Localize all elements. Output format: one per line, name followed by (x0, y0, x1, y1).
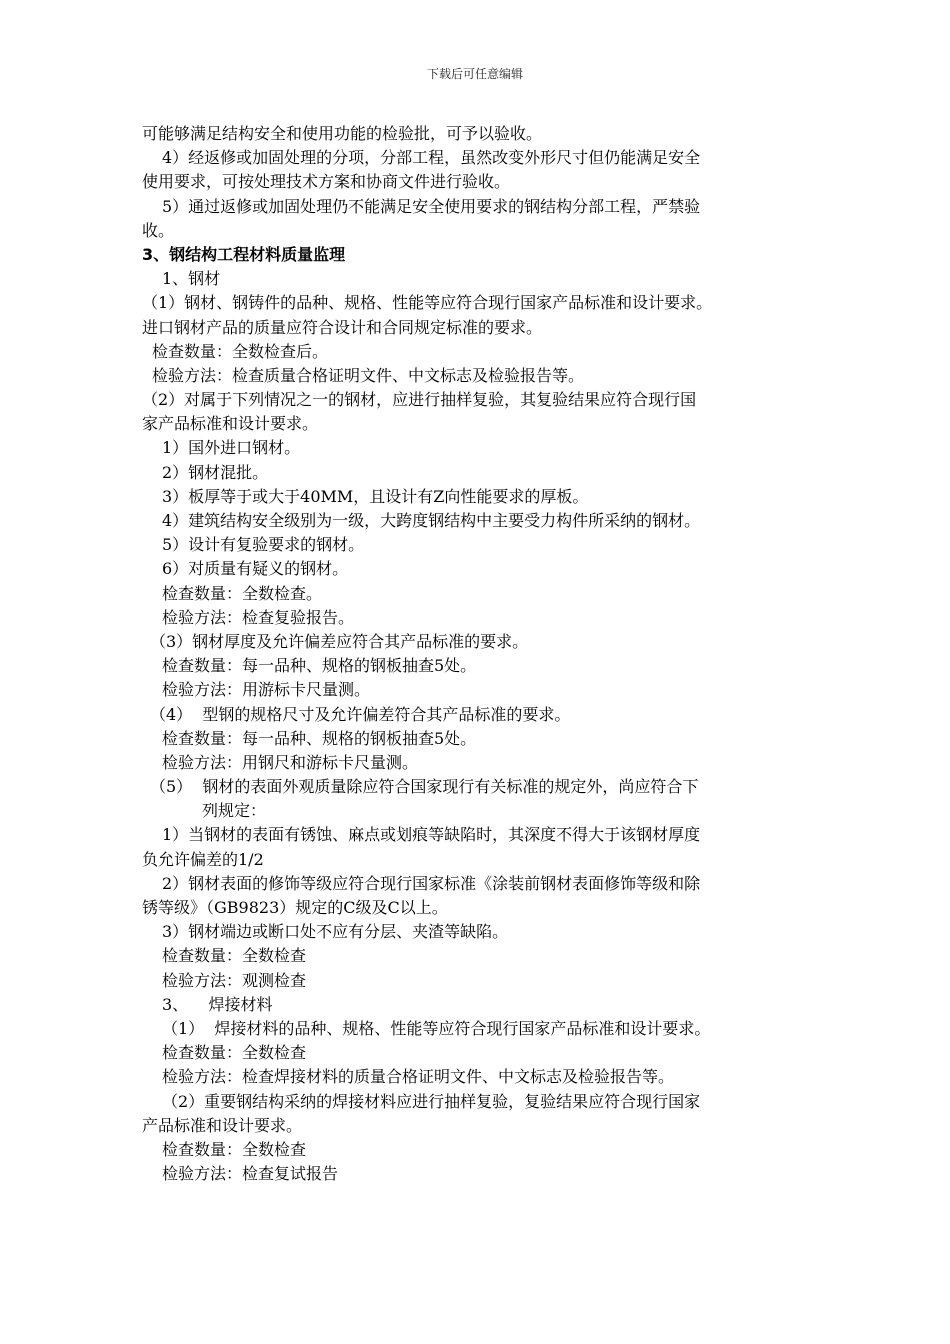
text-line: 检验方法：检查质量合格证明文件、中文标志及检验报告等。 (152, 365, 585, 385)
text-line: 3）板厚等于或大于40MM，且设计有Z向性能要求的厚板。 (162, 486, 589, 506)
text-line: 进口钢材产品的质量应符合设计和合同规定标准的要求。 (142, 317, 543, 337)
text-line: （5） 钢材的表面外观质量除应符合国家现行有关标准的规定外，尚应符合下 (150, 777, 699, 797)
text-line: 检验方法：检查焊接材料的质量合格证明文件、中文标志及检验报告等。 (162, 1067, 675, 1087)
text-line: 列规定： (202, 801, 267, 821)
text-line: 检验方法：观测检查 (162, 970, 307, 990)
text-line: 2）钢材表面的修饰等级应符合现行国家标准《涂装前钢材表面修饰等级和除 (162, 873, 701, 893)
text-line: 3、 焊接材料 (162, 994, 273, 1014)
text-line: 检查数量：全数检查 (162, 946, 307, 966)
text-line: 检查数量：全数检查。 (162, 583, 323, 603)
text-line: 家产品标准和设计要求。 (142, 414, 319, 434)
text-line: 检查数量：每一品种、规格的钢板抽查5处。 (162, 728, 477, 748)
text-line: 4）建筑结构安全级别为一级，大跨度钢结构中主要受力构件所采纳的钢材。 (162, 511, 701, 530)
text-line: （1） 焊接材料的品种、规格、性能等应符合现行国家产品标准和设计要求。 (162, 1018, 711, 1038)
text-line: 1）当钢材的表面有锈蚀、麻点或划痕等缺陷时，其深度不得大于该钢材厚度 (162, 825, 701, 845)
text-line: 检验方法：用钢尺和游标卡尺量测。 (162, 752, 419, 772)
text-line: （2）重要钢结构采纳的焊接材料应进行抽样复验，复验结果应符合现行国家 (162, 1091, 701, 1111)
text-line: 收。 (142, 220, 175, 240)
text-line: 4）经返修或加固处理的分项，分部工程，虽然改变外形尺寸但仍能满足安全 (162, 148, 701, 168)
text-line: 检查数量：每一品种、规格的钢板抽查5处。 (162, 656, 477, 676)
text-line: 检查数量：全数检查 (162, 1043, 307, 1063)
text-line: （4） 型钢的规格尺寸及允许偏差符合其产品标准的要求。 (150, 704, 571, 724)
text-line: （2）对属于下列情况之一的钢材，应进行抽样复验，其复验结果应符合现行国 (142, 390, 697, 410)
document-body (142, 122, 830, 1186)
text-line: 5）设计有复验要求的钢材。 (162, 535, 365, 555)
text-line: 1）国外进口钢材。 (162, 438, 301, 458)
text-line: 产品标准和设计要求。 (142, 1115, 303, 1135)
text-line: 检查数量：全数检查 (162, 1139, 307, 1159)
text-line: 锈等级》（GB9823）规定的C级及C以上。 (142, 898, 448, 917)
section-heading: 3、钢结构工程材料质量监理 (142, 244, 346, 264)
text-line: 检验方法：检查复试报告 (162, 1164, 339, 1184)
text-line: 使用要求，可按处理技术方案和协商文件进行验收。 (142, 172, 511, 192)
text-line: （1）钢材、钢铸件的品种、规格、性能等应符合现行国家产品标准和设计要求。 (142, 293, 713, 313)
text-line: 检查数量：全数检查后。 (152, 341, 329, 361)
text-line: 1、钢材 (162, 269, 221, 289)
text-line: 负允许偏差的1/2 (142, 849, 264, 869)
text-line: 2）钢材混批。 (162, 462, 269, 482)
text-line: 可能够满足结构安全和使用功能的检验批，可予以验收。 (142, 124, 543, 143)
text-line: 检验方法：检查复验报告。 (162, 607, 355, 627)
page-header: 下载后可任意编辑 (426, 67, 523, 81)
text-line: 检验方法：用游标卡尺量测。 (162, 680, 371, 700)
text-line: 6）对质量有疑义的钢材。 (162, 559, 349, 579)
text-line: 5）通过返修或加固处理仍不能满足安全使用要求的钢结构分部工程，严禁验 (162, 196, 701, 216)
text-line: 3）钢材端边或断口处不应有分层、夹渣等缺陷。 (162, 922, 509, 942)
text-line: （3）钢材厚度及允许偏差应符合其产品标准的要求。 (150, 631, 529, 651)
